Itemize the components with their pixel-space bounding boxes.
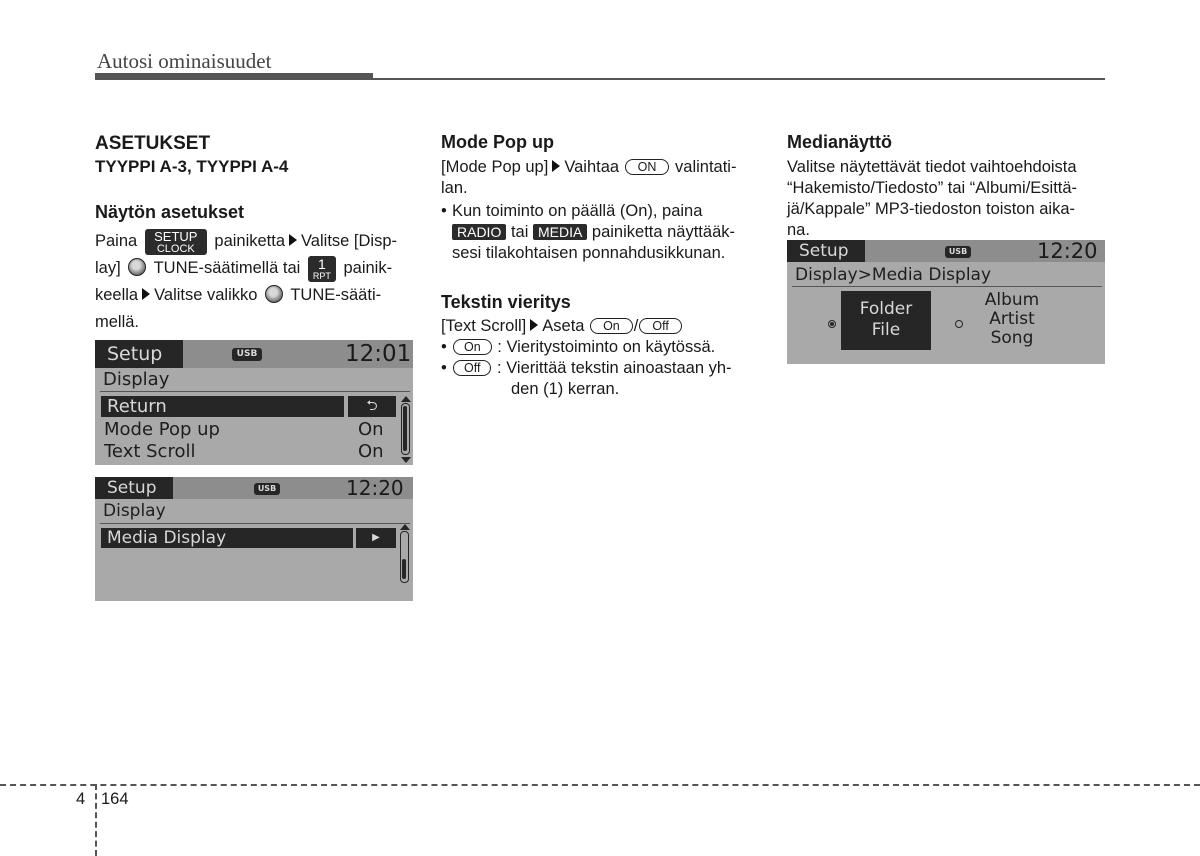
setup-tab: Setup xyxy=(95,340,183,368)
header-rule-thin xyxy=(373,78,1105,80)
text: den (1) kerran. xyxy=(511,380,620,398)
key-label: 1 xyxy=(317,256,326,272)
on-pill: On xyxy=(590,318,633,334)
off-pill: Off xyxy=(639,318,681,334)
text: Paina xyxy=(95,232,138,250)
scrollbar[interactable] xyxy=(401,403,410,455)
play-arrow-icon[interactable]: ▶ xyxy=(356,528,396,548)
tune-knob-icon xyxy=(265,285,283,303)
text: painiketta näyttääk- xyxy=(591,223,735,241)
divider xyxy=(100,391,410,392)
option-folder-file[interactable] xyxy=(841,291,931,350)
option-line: Album xyxy=(984,290,1040,310)
key-sublabel: RPT xyxy=(312,271,331,281)
menu-item-media-display[interactable]: Media Display xyxy=(101,528,353,548)
menu-item-text-scroll[interactable]: Text Scroll xyxy=(104,441,196,462)
return-arrow-icon[interactable]: ⮌ xyxy=(348,396,396,417)
scroll-up-icon[interactable] xyxy=(401,396,411,402)
section-title-text-scroll: Tekstin vieritys xyxy=(441,292,571,312)
mode-pop-up-bullet xyxy=(441,201,759,264)
footer-dashed-divider xyxy=(95,784,97,856)
scroll-up-icon[interactable] xyxy=(400,524,410,530)
radio-key: RADIO xyxy=(452,224,506,240)
menu-item-return[interactable]: Return xyxy=(101,396,344,417)
text-scroll-text xyxy=(441,316,759,337)
page-subtitle: TYYPPI A-3, TYYPPI A-4 xyxy=(95,157,289,176)
arrow-right-icon xyxy=(142,288,150,300)
text: Valitse [Disp- xyxy=(301,232,398,250)
scrollbar[interactable] xyxy=(400,531,409,583)
text: lay] xyxy=(95,259,121,277)
arrow-right-icon xyxy=(552,160,560,172)
text-scroll-bullet-off xyxy=(441,358,759,400)
scrollbar-thumb[interactable] xyxy=(403,406,407,451)
clock: 12:20 xyxy=(1037,240,1098,263)
column-2 xyxy=(441,130,759,400)
text: [Text Scroll] xyxy=(441,317,527,335)
display-settings-text xyxy=(95,228,413,335)
text: jä/Kappale” MP3-tiedoston toiston aika- xyxy=(787,200,1075,218)
text: mellä. xyxy=(95,312,140,331)
arrow-right-icon xyxy=(289,234,297,246)
text: painik- xyxy=(343,259,393,277)
media-display-screen xyxy=(787,240,1105,364)
setup-screen-display xyxy=(95,340,413,465)
menu-item-value: On xyxy=(358,441,384,462)
text: : Vieritystoiminto on käytössä. xyxy=(497,338,716,356)
scroll-down-icon[interactable] xyxy=(401,457,411,463)
arrow-right-icon xyxy=(530,319,538,331)
tune-knob-icon xyxy=(128,258,146,276)
key-label: SETUP xyxy=(154,229,198,244)
page-title: ASETUKSET xyxy=(95,133,211,154)
usb-icon: USB xyxy=(232,348,262,361)
menu-item-mode-pop-up[interactable]: Mode Pop up xyxy=(104,419,220,440)
chapter-number: 4 xyxy=(76,790,86,808)
text: tai xyxy=(510,223,529,241)
text: : Vierittää tekstin ainoastaan yh- xyxy=(497,359,732,377)
section-title-mode-pop-up: Mode Pop up xyxy=(441,132,554,152)
clock: 12:20 xyxy=(346,477,404,500)
divider xyxy=(100,523,410,524)
text: keella xyxy=(95,286,139,304)
text: Vaihtaa xyxy=(564,158,620,176)
off-pill: Off xyxy=(453,360,491,376)
setup-tab: Setup xyxy=(95,477,173,499)
text: “Hakemisto/Tiedosto” tai “Albumi/Esittä- xyxy=(787,179,1078,197)
option-album-artist-song[interactable] xyxy=(967,291,1057,350)
running-head: Autosi ominaisuudet xyxy=(97,49,272,73)
divider xyxy=(792,286,1102,287)
page-number: 164 xyxy=(101,790,129,808)
mode-pop-up-text xyxy=(441,157,759,199)
setup-screen-media-display xyxy=(95,477,413,601)
media-key: MEDIA xyxy=(533,224,587,240)
clock: 12:01 xyxy=(345,341,412,367)
text: Valitse näytettävät tiedot vaihtoehdoista xyxy=(787,158,1077,176)
menu-item-value: On xyxy=(358,419,384,440)
spacer xyxy=(95,178,413,200)
text: sesi tilakohtaisen ponnahdusikkunan. xyxy=(452,244,726,262)
setup-tab: Setup xyxy=(787,240,865,262)
text: valintati- xyxy=(675,158,737,176)
on-pill: On xyxy=(453,339,492,355)
rpt-key xyxy=(308,256,336,282)
text-scroll-bullet-on xyxy=(441,337,759,358)
screen-title: Display xyxy=(103,501,166,521)
section-title-media-display: Medianäyttö xyxy=(787,132,893,152)
option-line: Folder xyxy=(859,299,913,319)
key-sublabel: CLOCK xyxy=(156,243,195,255)
section-title-display-settings: Näytön asetukset xyxy=(95,202,245,222)
spacer xyxy=(441,264,759,290)
text: / xyxy=(633,317,639,335)
text: [Mode Pop up] xyxy=(441,158,549,176)
text: Kun toiminto on päällä (On), paina xyxy=(452,202,703,220)
text: painiketta xyxy=(214,232,286,250)
setup-clock-key xyxy=(145,229,207,255)
text: na. xyxy=(787,221,810,239)
column-3 xyxy=(787,130,1105,241)
radio-selected-icon[interactable] xyxy=(828,320,836,328)
text: Aseta xyxy=(542,317,585,335)
screen-title: Display xyxy=(103,369,170,390)
media-display-text xyxy=(787,157,1105,241)
scrollbar-thumb[interactable] xyxy=(402,559,406,579)
header-rule-thick xyxy=(95,73,373,80)
text: TUNE-säätimellä tai xyxy=(153,259,301,277)
usb-icon: USB xyxy=(254,483,280,495)
text: Valitse valikko xyxy=(154,286,258,304)
text: TUNE-sääti- xyxy=(290,286,382,304)
usb-icon: USB xyxy=(945,246,971,258)
option-line: Artist xyxy=(989,309,1035,329)
column-1 xyxy=(95,130,413,335)
radio-unselected-icon[interactable] xyxy=(955,320,963,328)
footer-dashed-rule xyxy=(0,784,1200,786)
option-line: File xyxy=(871,320,901,340)
on-pill: ON xyxy=(625,159,670,175)
text: lan. xyxy=(441,179,468,197)
option-line: Song xyxy=(990,328,1034,348)
breadcrumb: Display>Media Display xyxy=(795,265,992,285)
